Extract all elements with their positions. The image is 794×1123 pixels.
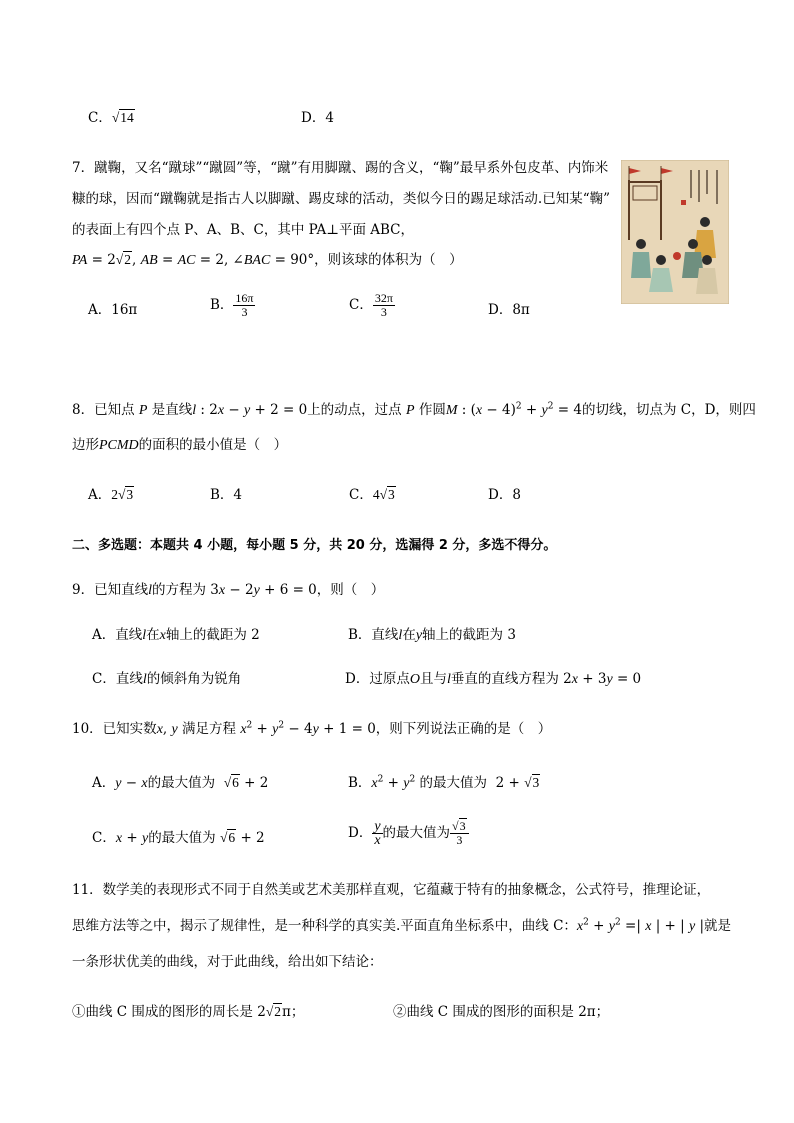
- q8-option-b: B．4: [210, 487, 243, 503]
- q10-option-a: A．y − x的最大值为 √6 + 2: [92, 775, 269, 791]
- q11-stem-line3: 一条形状优美的曲线，对于此曲线，给出如下结论：: [72, 954, 383, 970]
- q7-option-a: A．16π: [88, 302, 138, 318]
- q7-stem-line4: PA = 2√2, AB = AC = 2, ∠BAC = 90°，则该球的体积为（ ）: [72, 252, 463, 268]
- q11-stem-line1: 11．数学美的表现形式不同于自然美或艺术美那样直观，它蕴藏于特有的抽象概念，公式符号，推理论证，: [72, 882, 711, 898]
- q9-option-d: D．过原点O且与l垂直的直线方程为 2x + 3y = 0: [345, 671, 642, 687]
- q10-option-b: B．$x^2 + y^2$ 的最大值为 2 + √3: [348, 774, 540, 791]
- q11-conclusion-1: ①曲线 C 围成的图形的周长是 2√2π；: [72, 1004, 305, 1020]
- q7-stem-line1: 7．蹴鞠，又名“蹴球”“蹴圆”等，“蹴”有用脚蹴、踢的含义，“鞠”最早系外包皮革、内饰米: [72, 160, 609, 176]
- q7-option-b: B． $\frac{16\pi}{3}$: [210, 291, 254, 319]
- section-heading-multi-choice: 二、多选题：本题共 4 小题，每小题 5 分，共 20 分，选漏得 2 分，多选不得分。: [72, 538, 557, 553]
- q8-option-a: A．2√3: [88, 487, 134, 503]
- q8-option-d: D．8: [488, 487, 521, 503]
- cuju-ball: [673, 252, 681, 260]
- q7-stem-line3: 的表面上有四个点 P、A、B、C，其中 PA⊥平面 ABC，: [72, 222, 414, 238]
- q9-option-a: A．直线l在x轴上的截距为 2: [92, 627, 260, 643]
- q10-option-c: C．x + y的最大值为 √6 + 2: [92, 830, 265, 846]
- q9-stem: 9．已知直线l的方程为 3x − 2y + 6 = 0，则（ ）: [72, 582, 385, 598]
- q8-stem-line1: 8．已知点 P 是直线l : 2x − y + 2 = 0上的动点，过点 P 作圆M : $(x - 4)^2 + y^2 = 4$的切线，切点为 C，D，则四: [72, 401, 756, 418]
- q7-stem-line2: 糠的球，因而“蹴鞠就是指古人以脚蹴、踢皮球的活动，类似今日的踢足球活动.已知某“鞠”: [72, 191, 610, 207]
- cuju-painting: [621, 160, 729, 304]
- q11-conclusion-2: ②曲线 C 围成的图形的面积是 2π；: [393, 1004, 610, 1020]
- q8-stem-line2: 边形PCMD的面积的最小值是（ ）: [72, 437, 288, 453]
- q6-option-d: D．4: [301, 110, 334, 126]
- q9-option-c: C．直线l的倾斜角为锐角: [92, 671, 242, 687]
- q10-option-d: D． $\frac{y}{x}$ 的最大值为 $\frac{√3}{3}$: [348, 820, 469, 847]
- q10-stem: 10．已知实数x, y 满足方程 $x^2 + y^2 - 4y + 1 = 0$，则下列说法正确的是（ ）: [72, 720, 552, 737]
- q7-option-d: D．8π: [488, 302, 530, 318]
- q9-option-b: B．直线l在y轴上的截距为 3: [348, 627, 516, 643]
- q6-option-c: C．√14: [88, 110, 134, 126]
- q11-stem-line2: 思维方法等之中，揭示了规律性，是一种科学的真实美.平面直角坐标系中，曲线 C：$x^2 + y^2$ =| x | + | y |就是: [72, 917, 732, 934]
- q7-option-c: C． $\frac{32\pi}{3}$: [349, 291, 393, 319]
- q8-option-c: C．4√3: [349, 487, 395, 503]
